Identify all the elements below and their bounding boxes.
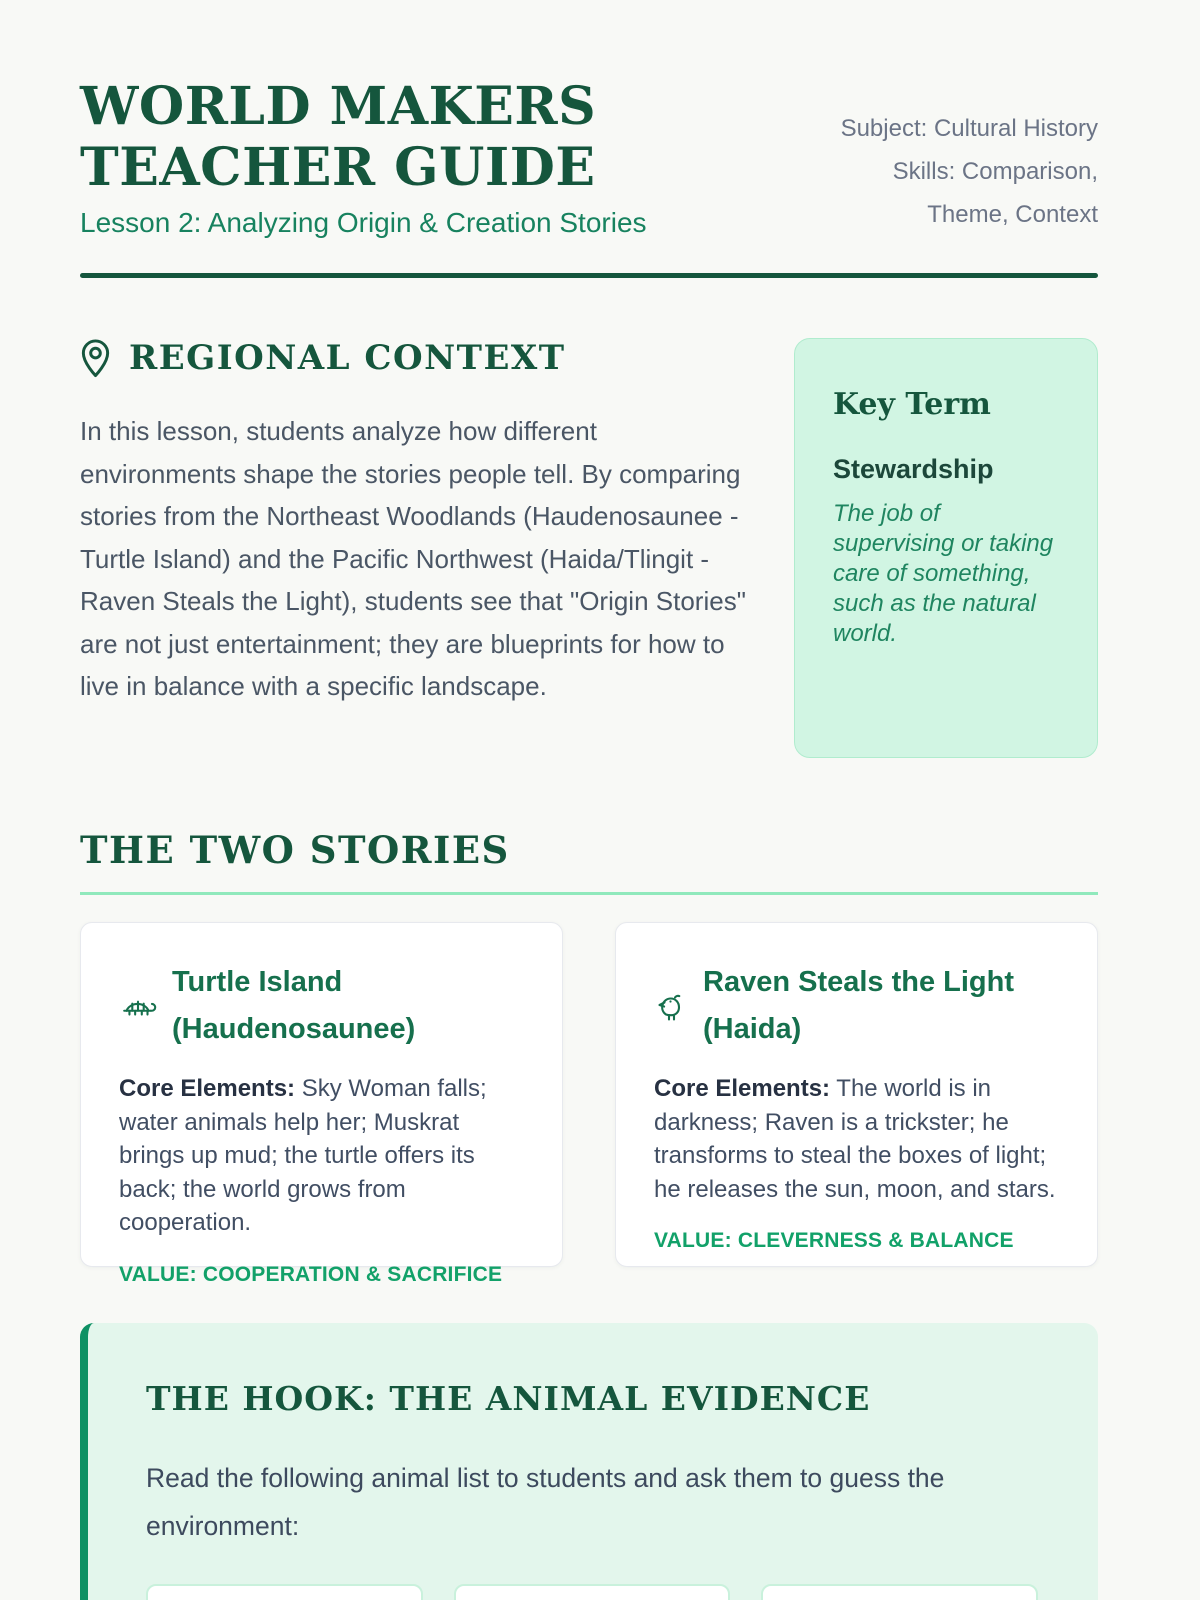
core-elements-text: Sky Woman falls; water animals help her; Muskrat brings up mud; the turtle offers its back; the world grows from cooperation. (119, 1075, 487, 1236)
header-meta (841, 107, 1098, 239)
turtle-icon (119, 990, 157, 1022)
story-card-value: VALUE: CLEVERNESS & BALANCE (654, 1229, 1014, 1252)
meta-skills-line1: Skills: Comparison, (892, 158, 1098, 185)
story-card-turtle-island (80, 922, 563, 1286)
page-title-line2: TEACHER GUIDE (80, 137, 596, 198)
meta-skills-line2: Theme, Context (927, 201, 1098, 228)
lesson-subtitle: Lesson 2: Analyzing Origin & Creation Stories (80, 207, 647, 238)
key-term-card (794, 338, 1098, 758)
key-term-definition: The job of supervising or taking care of something, such as the natural world. (833, 500, 1054, 647)
hook-answer-box-2 (454, 1584, 731, 1600)
hook-section (80, 1323, 1098, 1600)
key-term-word: Stewardship (833, 454, 994, 484)
story-card-header (119, 959, 524, 1053)
regional-context-column (80, 338, 748, 758)
story-card-raven (615, 922, 1098, 1267)
header-left (80, 76, 647, 239)
core-elements-label: Core Elements: (119, 1075, 296, 1102)
story-card-header (654, 959, 1059, 1053)
raven-icon (654, 988, 688, 1024)
story-cards-row (80, 922, 1098, 1286)
hook-answer-box-1 (146, 1584, 423, 1600)
hook-answer-boxes (146, 1584, 1038, 1600)
hook-answer-box-3 (761, 1584, 1038, 1600)
two-stories-heading: THE TWO STORIES (80, 828, 1098, 895)
hook-instructions: Read the following animal list to students and ask them to guess the environment: (146, 1463, 945, 1541)
key-term-heading: Key Term (833, 387, 991, 422)
header (80, 76, 1098, 239)
regional-context-body: In this lesson, students analyze how different environments shape the stories people tell. By comparing stories from the Northeast Woodlands (Haudenosaunee - Turtle Island) and the Pacific Northwest (Haida/Tlingit - Raven Steals the Light), students see that "Origin Stories" are not just entertainment; they are blueprints for how to live in balance with a specific landscape. (80, 416, 746, 701)
regional-context-heading-label: REGIONAL CONTEXT (129, 338, 566, 378)
header-divider (80, 273, 1098, 278)
story-card-value: VALUE: COOPERATION & SACRIFICE (119, 1262, 503, 1286)
story-card-title: Turtle Island (Haudenosaunee) (172, 966, 416, 1045)
regional-context-heading (80, 338, 748, 378)
page-title-line1: WORLD MAKERS (80, 76, 597, 137)
core-elements-label: Core Elements: (654, 1075, 831, 1102)
page-title (80, 76, 647, 198)
story-card-title: Raven Steals the Light (Haida) (703, 966, 1015, 1045)
location-pin-icon (80, 339, 111, 378)
meta-subject: Subject: Cultural History (840, 115, 1098, 142)
core-elements-text: The world is in darkness; Raven is a trickster; he transforms to steal the boxes of light; he releases the sun, moon, and stars. (654, 1075, 1056, 1203)
story-card-core-elements (654, 1072, 1059, 1206)
regional-context-section (80, 338, 1098, 758)
hook-heading: THE HOOK: THE ANIMAL EVIDENCE (146, 1379, 871, 1418)
story-card-core-elements (119, 1072, 524, 1240)
two-stories-section (80, 828, 1098, 1286)
